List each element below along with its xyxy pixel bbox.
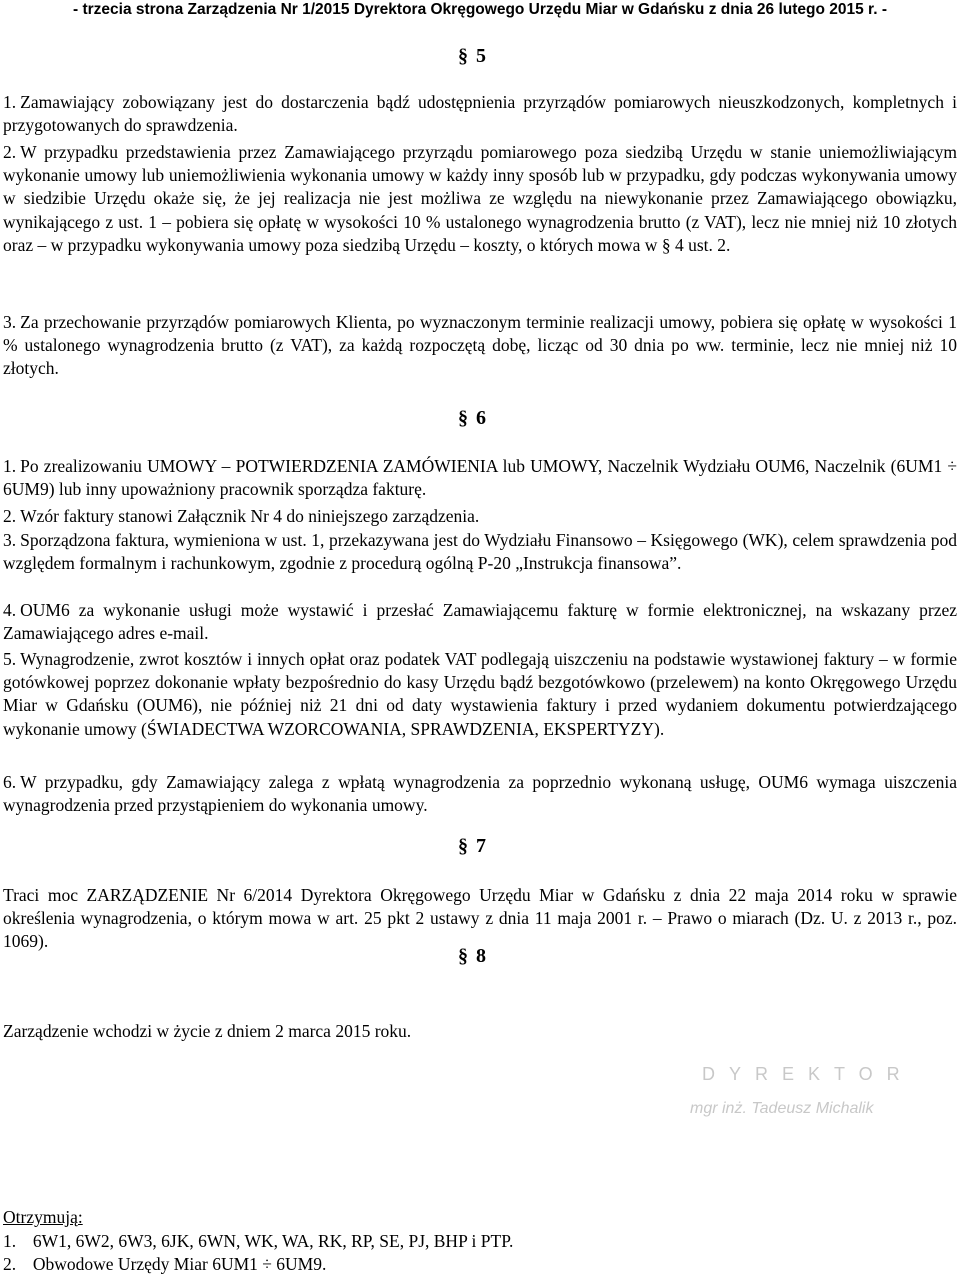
section-5-heading — [458, 44, 518, 68]
section-symbol: § — [458, 407, 468, 429]
section-symbol: § — [458, 835, 468, 857]
section-number: 5 — [476, 45, 486, 67]
stamp-title: DYREKTOR — [702, 1064, 914, 1084]
s8-paragraph: Zarządzenie wchodzi w życie z dniem 2 marca 2015 roku. — [3, 1021, 412, 1041]
s6-paragraph-1: 1. Po zrealizowaniu UMOWY – POTWIERDZENIA ZAMÓWIENIA lub UMOWY, Naczelnik Wydziału OUM6, Naczelnik (6UM1 ÷ 6UM9) lub inny upoważniony pracownik sporządza fakturę. — [3, 456, 957, 500]
s6-paragraph-2: 2. Wzór faktury stanowi Załącznik Nr 4 do niniejszego zarządzenia. — [3, 506, 480, 526]
s5-paragraph-2: 2. W przypadku przedstawienia przez Zamawiającego przyrządu pomiarowego poza siedzibą Urzędu w stanie uniemożliwiającym wykonanie umowy lub uniemożliwienia wykonania umowy w każdy inny sposób lub w przypadku, gdy podczas wykonywania umowy w siedzibie Urzędu okaże się, że jej realizacja nie jest możliwa ze względu na niewykonanie przez Zamawiającego obowiązku, wynikającego z ust. 1 – pobiera się opłatę w wysokości 10 % ustalonego wynagrodzenia brutto (z VAT), lecz nie mniej niż 10 złotych oraz – w przypadku wykonywania umowy poza siedzibą Urzędu – koszty, o których mowa w § 4 ust. 2. — [3, 142, 957, 255]
director-stamp — [690, 1058, 940, 1138]
page-header: - trzecia strona Zarządzenia Nr 1/2015 Dyrektora Okręgowego Urzędu Miar w Gdańsku z dnia 26 lutego 2015 r. - — [72, 1, 887, 18]
section-number: 8 — [476, 945, 486, 967]
s6-paragraph-6: 6. W przypadku, gdy Zamawiający zalega z wpłatą wynagrodzenia za poprzednio wykonaną usługę, OUM6 wymaga uiszczenia wynagrodzenia przed przystąpieniem do wykonania umowy. — [3, 772, 957, 816]
section-number: 7 — [476, 835, 486, 857]
distribution-item: 2. Obwodowe Urzędy Miar 6UM1 ÷ 6UM9. — [3, 1254, 327, 1274]
stamp-signature: mgr inż. Tadeusz Michalik — [690, 1100, 874, 1117]
section-7-heading — [458, 834, 518, 858]
s7-paragraph: Traci moc ZARZĄDZENIE Nr 6/2014 Dyrektora Okręgowego Urzędu Miar w Gdańsku z dnia 22 maja 2014 roku w sprawie określenia wynagrodzenia, o którym mowa w art. 25 pkt 2 ustawy z dnia 11 maja 2001 r. – Prawo o miarach (Dz. U. z 2013 r., poz. 1069). — [3, 885, 957, 952]
s6-paragraph-5: 5. Wynagrodzenie, zwrot kosztów i innych opłat oraz podatek VAT podlegają uiszczeniu na podstawie wystawionej faktury – w formie gotówkowej poprzez dokonanie wpłaty bezpośrednio do kasy Urzędu bądź bezgotówkowo (przelewem) na konto Okręgowego Urzędu Miar w Gdańsku (OUM6), nie później niż 21 dni od daty wystawienia faktury i przed wydaniem dokumentu potwierdzającego wykonanie umowy (ŚWIADECTWA WZORCOWANIA, SPRAWDZENIA, EKSPERTYZY). — [3, 649, 957, 739]
section-symbol: § — [458, 945, 468, 967]
s5-paragraph-1: 1. Zamawiający zobowiązany jest do dostarczenia bądź udostępnienia przyrządów pomiarowych nieuszkodzonych, kompletnych i przygotowanych do sprawdzenia. — [3, 92, 957, 136]
distribution-title: Otrzymują: — [3, 1207, 83, 1227]
s6-paragraph-4: 4. OUM6 za wykonanie usługi może wystawić i przesłać Zamawiającemu fakturę w formie elektronicznej, na wskazany przez Zamawiającego adres e-mail. — [3, 600, 957, 644]
s5-paragraph-3: 3. Za przechowanie przyrządów pomiarowych Klienta, po wyznaczonym terminie realizacji umowy, pobiera się opłatę w wysokości 1 % ustalonego wynagrodzenia brutto (z VAT), za każdą rozpoczętą dobę, licząc od 30 dnia po ww. terminie, lecz nie mniej niż 10 złotych. — [3, 312, 957, 379]
section-symbol: § — [458, 45, 468, 67]
section-8-heading — [458, 944, 518, 968]
distribution-item: 1. 6W1, 6W2, 6W3, 6JK, 6WN, WK, WA, RK, RP, SE, PJ, BHP i PTP. — [3, 1231, 514, 1251]
section-6-heading — [458, 406, 518, 430]
section-number: 6 — [476, 407, 486, 429]
s6-paragraph-3: 3. Sporządzona faktura, wymieniona w ust. 1, przekazywana jest do Wydziału Finansowo – Księgowego (WK), celem sprawdzenia pod względem formalnym i rachunkowym, zgodnie z procedurą ogólną P-20 „Instrukcja finansowa”. — [3, 530, 957, 574]
